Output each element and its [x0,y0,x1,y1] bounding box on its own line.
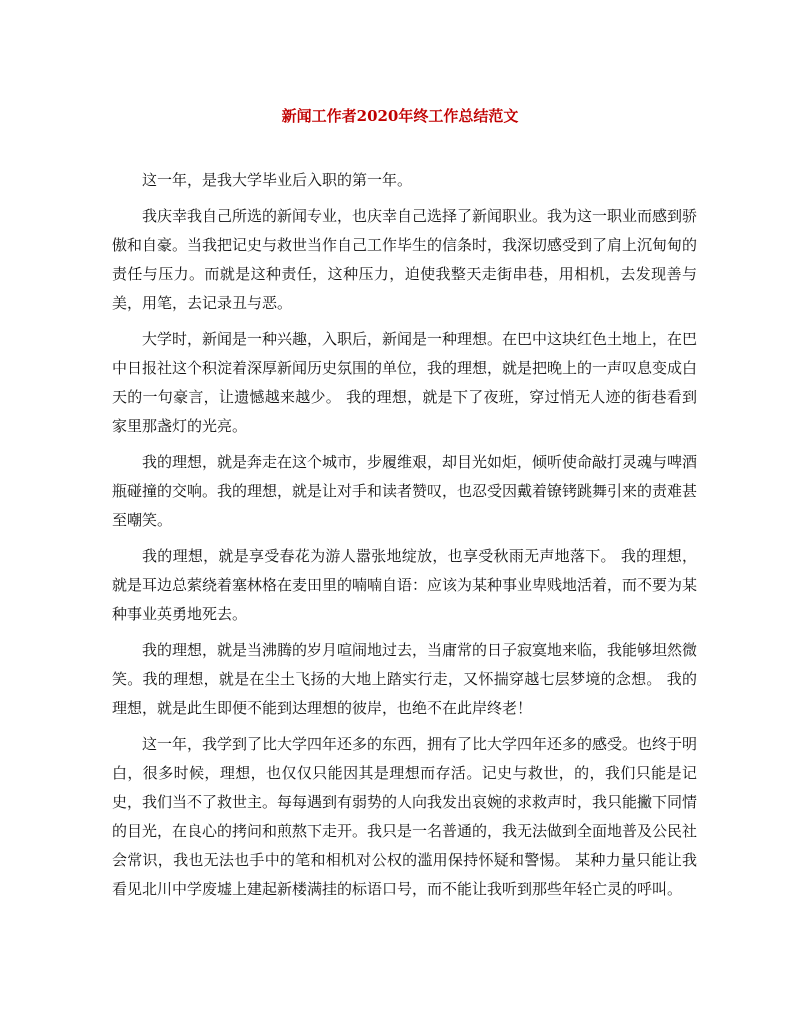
paragraph-6: 我的理想，就是当沸腾的岁月喧闹地过去，当庸常的日子寂寞地来临，我能够坦然微笑。我的理想，就是在尘土飞扬的大地上踏实行走，又怀揣穿越七层梦境的念想。 我的理想，就是此生即便不能到达理想的彼岸，也绝不在此岸终老！ [112,641,698,717]
paragraph-1: 这一年，是我大学毕业后入职的第一年。 [142,171,413,189]
document-body [112,166,697,911]
document-title: 新闻工作者2020年终工作总结范文 [281,107,519,125]
paragraph-7: 这一年，我学到了比大学四年还多的东西，拥有了比大学四年还多的感受。也终于明白，很多时候，理想，也仅仅只能因其是理想而存活。记史与救世，的，我们只能是记史，我们当不了救世主。每每遇到有弱势的人向我发出哀婉的求救声时，我只能撇下同情的目光，在良心的拷问和煎熬下走开。我只是一名普通的，我无法做到全面地普及公民社会常识，我也无法也手中的笔和相机对公权的滥用保持怀疑和警惕。 某种力量只能让我看见北川中学废墟上建起新楼满挂的标语口号，而不能让我听到那些年轻亡灵的呼叫。 [112,735,698,898]
paragraph-3: 大学时，新闻是一种兴趣，入职后，新闻是一种理想。在巴中这块红色土地上，在巴中日报社这个积淀着深厚新闻历史氛围的单位，我的理想，就是把晚上的一声叹息变成白天的一句豪言，让遗憾越来越少。 我的理想，就是下了夜班，穿过悄无人迹的街巷看到家里那盏灯的光亮。 [112,330,698,435]
paragraph-4: 我的理想，就是奔走在这个城市，步履维艰，却目光如炬，倾听使命敲打灵魂与啤酒瓶碰撞的交响。我的理想，就是让对手和读者赞叹，也忍受因戴着镣铐跳舞引来的责难甚至嘲笑。 [112,453,698,529]
paragraph-5: 我的理想，就是享受春花为游人嚣张地绽放，也享受秋雨无声地落下。 我的理想，就是耳边总萦绕着塞林格在麦田里的喃喃自语：应该为某种事业卑贱地活着，而不要为某种事业英勇地死去。 [112,547,698,623]
paragraph-2: 我庆幸我自己所选的新闻专业，也庆幸自己选择了新闻职业。我为这一职业而感到骄傲和自豪。当我把记史与救世当作自己工作毕生的信条时，我深切感受到了肩上沉甸甸的责任与压力。而就是这种责任，这种压力，迫使我整天走街串巷，用相机，去发现善与美，用笔，去记录丑与恶。 [112,207,698,312]
